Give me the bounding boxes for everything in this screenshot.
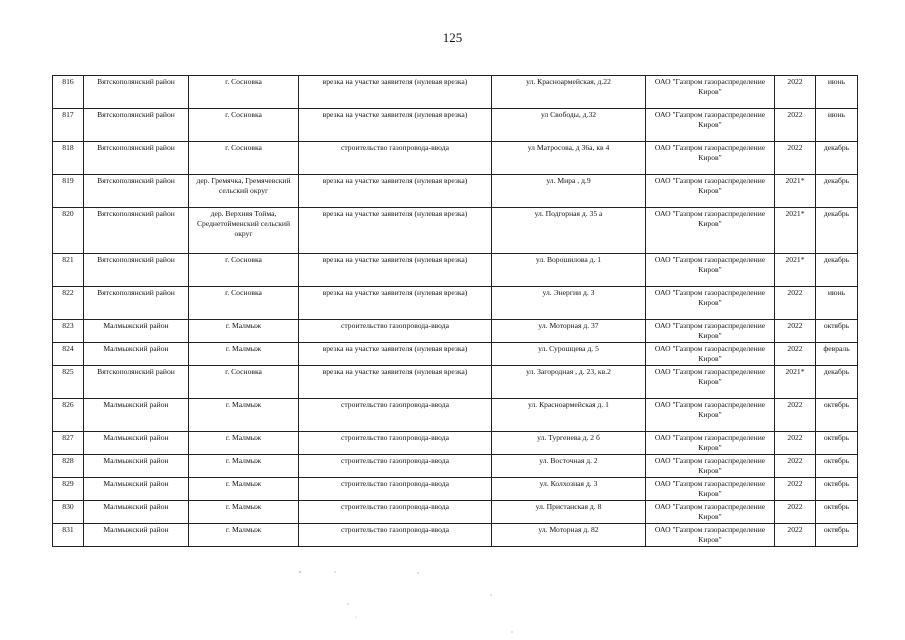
district-cell: Малмыжский район — [84, 524, 189, 547]
district-cell: Малмыжский район — [84, 478, 189, 501]
year-cell: 2021* — [775, 366, 816, 399]
month-cell: октябрь — [816, 501, 858, 524]
month-cell: июнь — [816, 287, 858, 320]
address-cell: ул. Подгорная д. 35 а — [492, 208, 646, 254]
district-cell: Вятскополянский район — [84, 254, 189, 287]
district-cell: Вятскополянский район — [84, 208, 189, 254]
month-cell: октябрь — [816, 524, 858, 547]
address-cell: ул Свободы, д.32 — [492, 109, 646, 142]
row-number: 829 — [53, 478, 84, 501]
locality-cell: дер. Верхняя Тойма, Среднетойменский сельский округ — [189, 208, 299, 254]
table-row — [53, 76, 858, 109]
organization-cell: ОАО "Газпром газораспределение Киров" — [646, 320, 775, 343]
locality-cell: дер. Гремячка, Гремячевский сельский округ — [189, 175, 299, 208]
year-cell: 2022 — [775, 432, 816, 455]
district-cell: Вятскополянский район — [84, 109, 189, 142]
district-cell: Вятскополянский район — [84, 142, 189, 175]
month-cell: декабрь — [816, 366, 858, 399]
row-number: 826 — [53, 399, 84, 432]
row-number: 821 — [53, 254, 84, 287]
month-cell: июнь — [816, 76, 858, 109]
row-number: 823 — [53, 320, 84, 343]
address-cell: ул. Мира , д.9 — [492, 175, 646, 208]
row-number: 822 — [53, 287, 84, 320]
table-row — [53, 142, 858, 175]
year-cell: 2021* — [775, 254, 816, 287]
month-cell: декабрь — [816, 142, 858, 175]
year-cell: 2022 — [775, 399, 816, 432]
month-cell: октябрь — [816, 320, 858, 343]
locality-cell: г. Сосновка — [189, 142, 299, 175]
address-cell: ул. Красноармейская д. 1 — [492, 399, 646, 432]
locality-cell: г. Сосновка — [189, 366, 299, 399]
year-cell: 2022 — [775, 343, 816, 366]
table-row — [53, 175, 858, 208]
registry-table — [52, 75, 858, 547]
year-cell: 2022 — [775, 320, 816, 343]
work-type-cell: врезка на участке заявителя (нулевая врезка) — [299, 287, 492, 320]
organization-cell: ОАО "Газпром газораспределение Киров" — [646, 287, 775, 320]
work-type-cell: строительство газопровода-ввода — [299, 142, 492, 175]
locality-cell: г. Сосновка — [189, 254, 299, 287]
address-cell: ул. Пристанская д. 8 — [492, 501, 646, 524]
month-cell: июнь — [816, 109, 858, 142]
organization-cell: ОАО "Газпром газораспределение Киров" — [646, 76, 775, 109]
year-cell: 2022 — [775, 76, 816, 109]
month-cell: декабрь — [816, 254, 858, 287]
table-row — [53, 366, 858, 399]
month-cell: февраль — [816, 343, 858, 366]
row-number: 818 — [53, 142, 84, 175]
locality-cell: г. Малмыж — [189, 343, 299, 366]
year-cell: 2022 — [775, 501, 816, 524]
table-row — [53, 254, 858, 287]
address-cell: ул. Загородная , д. 23, кв.2 — [492, 366, 646, 399]
table-row — [53, 287, 858, 320]
month-cell: декабрь — [816, 208, 858, 254]
row-number: 831 — [53, 524, 84, 547]
organization-cell: ОАО "Газпром газораспределение Киров" — [646, 455, 775, 478]
table-row — [53, 501, 858, 524]
row-number: 828 — [53, 455, 84, 478]
locality-cell: г. Малмыж — [189, 524, 299, 547]
address-cell: ул. Ворошилова д. 1 — [492, 254, 646, 287]
district-cell: Вятскополянский район — [84, 287, 189, 320]
work-type-cell: строительство газопровода-ввода — [299, 501, 492, 524]
work-type-cell: строительство газопровода-ввода — [299, 524, 492, 547]
table-row — [53, 455, 858, 478]
district-cell: Малмыжский район — [84, 399, 189, 432]
address-cell: ул. Энергии д. 3 — [492, 287, 646, 320]
organization-cell: ОАО "Газпром газораспределение Киров" — [646, 109, 775, 142]
organization-cell: ОАО "Газпром газораспределение Киров" — [646, 254, 775, 287]
address-cell: ул. Моторная д. 82 — [492, 524, 646, 547]
row-number: 825 — [53, 366, 84, 399]
year-cell: 2021* — [775, 208, 816, 254]
work-type-cell: врезка на участке заявителя (нулевая врезка) — [299, 366, 492, 399]
address-cell: ул Матросова, д 36а, кв 4 — [492, 142, 646, 175]
locality-cell: г. Малмыж — [189, 320, 299, 343]
year-cell: 2022 — [775, 455, 816, 478]
page-number: 125 — [442, 30, 463, 45]
organization-cell: ОАО "Газпром газораспределение Киров" — [646, 501, 775, 524]
work-type-cell: строительство газопровода-ввода — [299, 478, 492, 501]
address-cell: ул. Восточная д. 2 — [492, 455, 646, 478]
locality-cell: г. Малмыж — [189, 501, 299, 524]
locality-cell: г. Малмыж — [189, 455, 299, 478]
work-type-cell: врезка на участке заявителя (нулевая врезка) — [299, 175, 492, 208]
year-cell: 2022 — [775, 287, 816, 320]
locality-cell: г. Сосновка — [189, 109, 299, 142]
district-cell: Малмыжский район — [84, 320, 189, 343]
month-cell: октябрь — [816, 432, 858, 455]
work-type-cell: строительство газопровода-ввода — [299, 399, 492, 432]
locality-cell: г. Сосновка — [189, 287, 299, 320]
work-type-cell: врезка на участке заявителя (нулевая врезка) — [299, 109, 492, 142]
month-cell: октябрь — [816, 478, 858, 501]
address-cell: ул. Колхозная д. 3 — [492, 478, 646, 501]
table-row — [53, 343, 858, 366]
row-number: 816 — [53, 76, 84, 109]
organization-cell: ОАО "Газпром газораспределение Киров" — [646, 175, 775, 208]
table-row — [53, 208, 858, 254]
organization-cell: ОАО "Газпром газораспределение Киров" — [646, 432, 775, 455]
table-row — [53, 399, 858, 432]
district-cell: Малмыжский район — [84, 501, 189, 524]
work-type-cell: строительство газопровода-ввода — [299, 320, 492, 343]
work-type-cell: строительство газопровода-ввода — [299, 455, 492, 478]
locality-cell: г. Малмыж — [189, 432, 299, 455]
district-cell: Вятскополянский район — [84, 175, 189, 208]
locality-cell: г. Малмыж — [189, 399, 299, 432]
year-cell: 2022 — [775, 142, 816, 175]
month-cell: октябрь — [816, 399, 858, 432]
row-number: 817 — [53, 109, 84, 142]
table-row — [53, 478, 858, 501]
row-number: 827 — [53, 432, 84, 455]
organization-cell: ОАО "Газпром газораспределение Киров" — [646, 478, 775, 501]
year-cell: 2022 — [775, 109, 816, 142]
district-cell: Малмыжский район — [84, 455, 189, 478]
month-cell: декабрь — [816, 175, 858, 208]
organization-cell: ОАО "Газпром газораспределение Киров" — [646, 142, 775, 175]
address-cell: ул. Моторная д. 37 — [492, 320, 646, 343]
table-row — [53, 109, 858, 142]
work-type-cell: врезка на участке заявителя (нулевая врезка) — [299, 254, 492, 287]
table-row — [53, 524, 858, 547]
organization-cell: ОАО "Газпром газораспределение Киров" — [646, 366, 775, 399]
locality-cell: г. Малмыж — [189, 478, 299, 501]
work-type-cell: строительство газопровода-ввода — [299, 432, 492, 455]
row-number: 819 — [53, 175, 84, 208]
year-cell: 2021* — [775, 175, 816, 208]
organization-cell: ОАО "Газпром газораспределение Киров" — [646, 343, 775, 366]
work-type-cell: врезка на участке заявителя (нулевая врезка) — [299, 76, 492, 109]
work-type-cell: врезка на участке заявителя (нулевая врезка) — [299, 208, 492, 254]
row-number: 820 — [53, 208, 84, 254]
year-cell: 2022 — [775, 524, 816, 547]
district-cell: Малмыжский район — [84, 432, 189, 455]
organization-cell: ОАО "Газпром газораспределение Киров" — [646, 524, 775, 547]
district-cell: Малмыжский район — [84, 343, 189, 366]
address-cell: ул. Сурошцева д. 5 — [492, 343, 646, 366]
table-row — [53, 432, 858, 455]
organization-cell: ОАО "Газпром газораспределение Киров" — [646, 399, 775, 432]
year-cell: 2022 — [775, 478, 816, 501]
district-cell: Вятскополянский район — [84, 76, 189, 109]
locality-cell: г. Сосновка — [189, 76, 299, 109]
work-type-cell: врезка на участке заявителя (нулевая врезка) — [299, 343, 492, 366]
month-cell: октябрь — [816, 455, 858, 478]
organization-cell: ОАО "Газпром газораспределение Киров" — [646, 208, 775, 254]
district-cell: Вятскополянский район — [84, 366, 189, 399]
row-number: 824 — [53, 343, 84, 366]
address-cell: ул. Красноармейская, д.22 — [492, 76, 646, 109]
row-number: 830 — [53, 501, 84, 524]
table-row — [53, 320, 858, 343]
address-cell: ул. Тургенева д. 2 б — [492, 432, 646, 455]
